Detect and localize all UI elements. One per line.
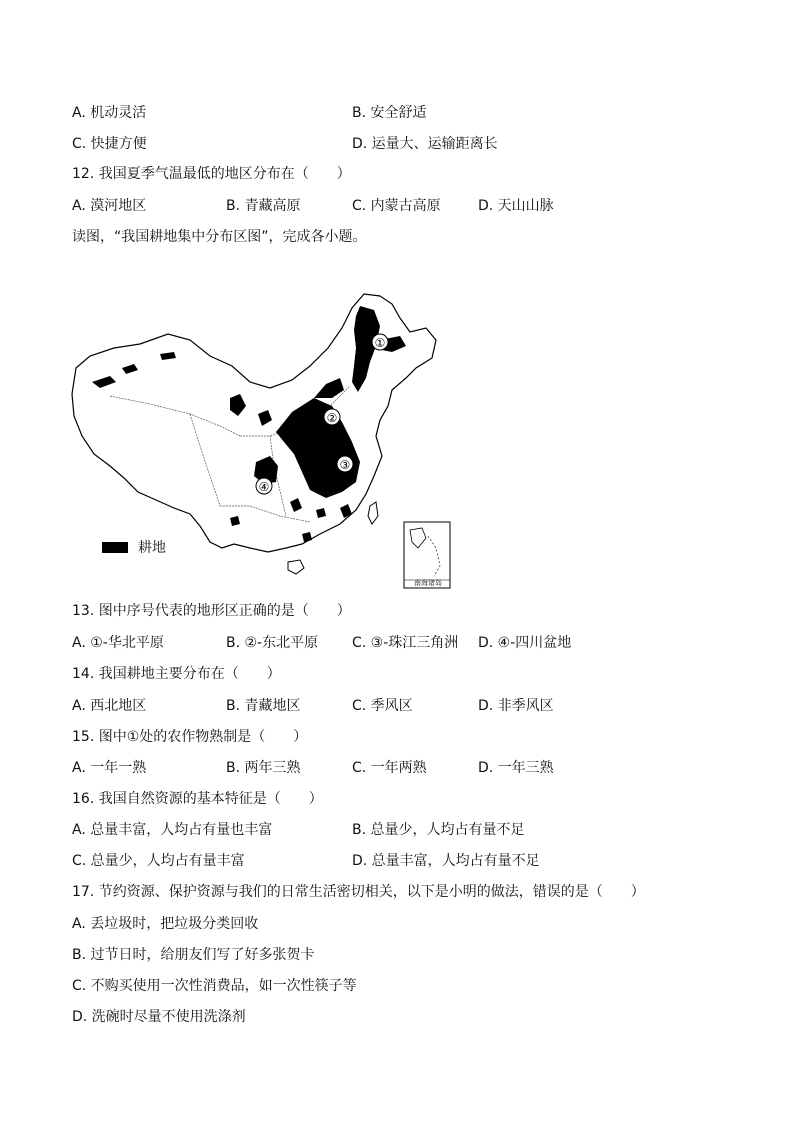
q11-option-c: C. 快捷方便 bbox=[72, 136, 147, 152]
q17-option-b: B. 过节日时，给朋友们写了好多张贺卡 bbox=[72, 947, 315, 963]
marker-4-label: ④ bbox=[258, 480, 270, 494]
cropland-map-figure bbox=[70, 286, 460, 592]
reading-instruction: 读图，“我国耕地集中分布区图”，完成各小题。 bbox=[72, 229, 367, 245]
q11-option-d: D. 运量大、运输距离长 bbox=[352, 136, 498, 152]
q17-option-d: D. 洗碗时尽量不使用洗涤剂 bbox=[72, 1009, 246, 1025]
q16-option-c: C. 总量少，人均占有量丰富 bbox=[72, 853, 245, 869]
china-outline bbox=[72, 294, 436, 552]
marker-2-label: ② bbox=[326, 411, 338, 425]
marker-3-label: ③ bbox=[339, 458, 351, 472]
legend-cropland-swatch bbox=[102, 542, 128, 553]
q14-stem: 14. 我国耕地主要分布在（ ） bbox=[72, 666, 281, 682]
q15-option-b: B. 两年三熟 bbox=[226, 760, 301, 776]
q16-option-a: A. 总量丰富，人均占有量也丰富 bbox=[72, 822, 273, 838]
q15-option-d: D. 一年三熟 bbox=[478, 760, 554, 776]
q15-option-a: A. 一年一熟 bbox=[72, 760, 147, 776]
q16-stem: 16. 我国自然资源的基本特征是（ ） bbox=[72, 791, 323, 807]
q13-option-a: A. ①-华北平原 bbox=[72, 635, 164, 651]
china-cropland-map bbox=[70, 286, 460, 592]
q16-option-b: B. 总量少，人均占有量不足 bbox=[352, 822, 525, 838]
q15-option-c: C. 一年两熟 bbox=[352, 760, 427, 776]
q11-option-a: A. 机动灵活 bbox=[72, 105, 147, 121]
q14-option-b: B. 青藏地区 bbox=[226, 698, 301, 714]
q13-option-b: B. ②-东北平原 bbox=[226, 635, 319, 651]
q12-option-c: C. 内蒙古高原 bbox=[352, 198, 441, 214]
q14-option-d: D. 非季风区 bbox=[478, 698, 554, 714]
q12-option-b: B. 青藏高原 bbox=[226, 198, 301, 214]
q17-option-a: A. 丢垃圾时，把垃圾分类回收 bbox=[72, 916, 259, 932]
q13-option-c: C. ③-珠江三角洲 bbox=[352, 635, 459, 651]
q14-option-a: A. 西北地区 bbox=[72, 698, 147, 714]
inset-label: 南海诸岛 bbox=[414, 579, 442, 587]
q12-option-a: A. 漠河地区 bbox=[72, 198, 147, 214]
q12-option-d: D. 天山山脉 bbox=[478, 198, 554, 214]
marker-1-label: ① bbox=[374, 336, 386, 350]
q13-stem: 13. 图中序号代表的地形区正确的是（ ） bbox=[72, 603, 351, 619]
q15-stem: 15. 图中①处的农作物熟制是（ ） bbox=[72, 729, 308, 745]
q12-stem: 12. 我国夏季气温最低的地区分布在（ ） bbox=[72, 166, 351, 182]
q14-option-c: C. 季风区 bbox=[352, 698, 413, 714]
taiwan-island bbox=[368, 502, 378, 524]
q17-option-c: C. 不购买使用一次性消费品，如一次性筷子等 bbox=[72, 978, 357, 994]
hainan-island bbox=[288, 560, 304, 574]
q17-stem: 17. 节约资源、保护资源与我们的日常生活密切相关，以下是小明的做法，错误的是（ ） bbox=[72, 884, 645, 900]
q16-option-d: D. 总量丰富，人均占有量不足 bbox=[352, 853, 540, 869]
q11-option-b: B. 安全舒适 bbox=[352, 105, 427, 121]
q13-option-d: D. ④-四川盆地 bbox=[478, 635, 572, 651]
legend-cropland-label: 耕地 bbox=[138, 540, 166, 556]
